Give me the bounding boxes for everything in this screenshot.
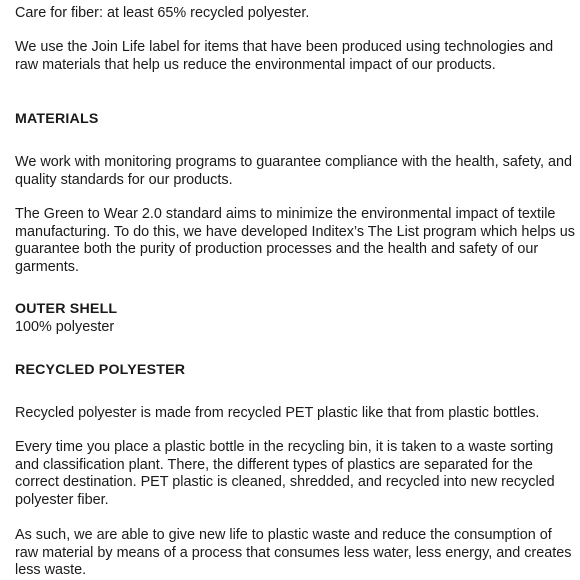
outer-shell-heading: OUTER SHELL	[15, 301, 118, 317]
recycled-polyester-heading: RECYCLED POLYESTER	[15, 362, 186, 378]
recycled-polyester-paragraph-3: As such, we are able to give new life to plastic waste and reduce the consumption of raw material by means of a process that consumes less water, less energy, and creates less waste.	[15, 527, 572, 578]
materials-paragraph-1: We work with monitoring programs to guarantee compliance with the health, safety, and quality standards for our products.	[15, 154, 572, 188]
care-fiber-text: Care for fiber: at least 65% recycled polyester.	[15, 5, 310, 21]
join-life-text: We use the Join Life label for items that have been produced using technologies and raw materials that help us reduce the environmental impact of our products.	[15, 39, 554, 73]
materials-heading: MATERIALS	[15, 111, 99, 127]
outer-shell-value: 100% polyester	[15, 319, 115, 335]
recycled-polyester-paragraph-2: Every time you place a plastic bottle in the recycling bin, it is taken to a waste sorting and classification plant. There, the different types of plastics are separated for the correct destination. PET plastic is cleaned, shredded, and recycled into new recycled polyester fiber.	[15, 439, 555, 508]
materials-paragraph-2: The Green to Wear 2.0 standard aims to minimize the environmental impact of textile manufacturing. To do this, we have developed Inditex’s The List program which helps us guarantee both the purity of production processes and the health and safety of our garments.	[15, 206, 575, 275]
recycled-polyester-paragraph-1: Recycled polyester is made from recycled PET plastic like that from plastic bottles.	[15, 405, 540, 421]
